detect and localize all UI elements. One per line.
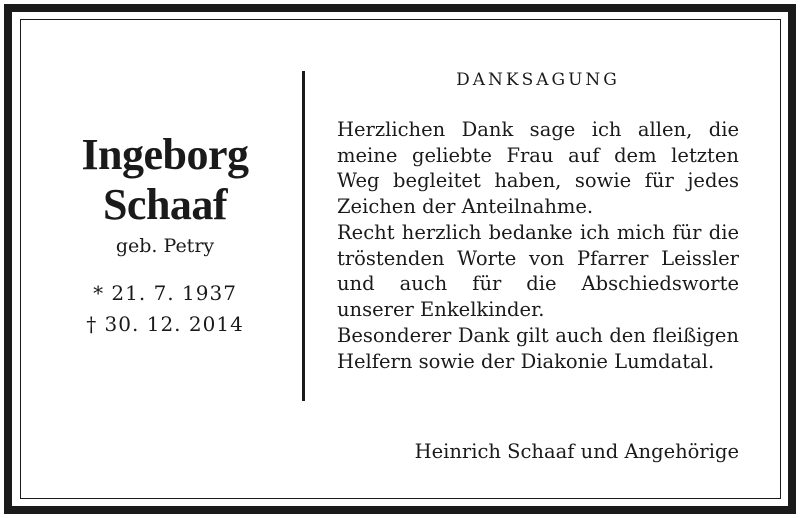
death-date: † 30. 12. 2014 [86, 312, 244, 336]
notice-heading: DANKSAGUNG [456, 70, 620, 90]
deceased-last-name: Schaaf [102, 180, 228, 229]
deceased-birth-name: geb. Petry [115, 235, 215, 257]
signature: Heinrich Schaaf und Angehörige [414, 440, 739, 463]
thanks-paragraph-3: Besonderer Dank gilt auch den fleißigen Helfern sowie der Diakonie Lumdatal. [337, 324, 739, 373]
thanks-paragraph-2: Recht herzlich bedanke ich mich für die tröstenden Worte von Pfarrer Leissler und auch für die Abschiedsworte unserer Enkelkinder. [337, 221, 739, 321]
vertical-divider [302, 71, 305, 401]
thanks-paragraph-1: Herzlichen Dank sage ich allen, die meine geliebte Frau auf dem letzten Weg begleitet haben, sowie für jedes Zeichen der Anteilnahme. [337, 118, 739, 218]
deceased-first-name: Ingeborg [81, 130, 249, 179]
birth-date: * 21. 7. 1937 [93, 281, 237, 305]
